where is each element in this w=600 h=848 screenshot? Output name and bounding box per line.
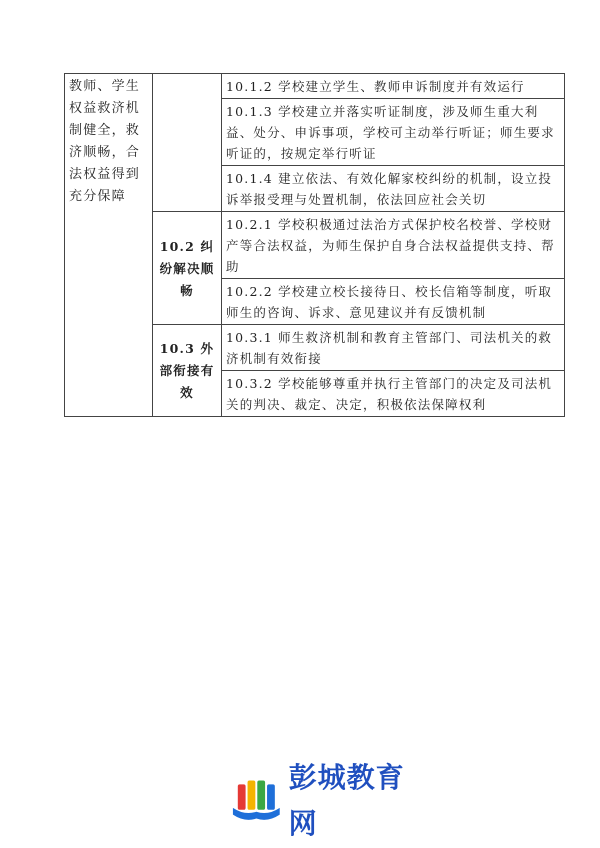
item-cell: 10.3.1 师生救济机制和教育主管部门、司法机关的救济机制有效衔接 xyxy=(222,325,565,371)
site-logo[interactable] xyxy=(230,761,430,840)
group-label-cell: 10.3 外部衔接有效 xyxy=(153,325,222,417)
criteria-table xyxy=(64,73,565,417)
item-cell: 10.1.4 建立依法、有效化解家校纠纷的机制，设立投诉举报受理与处置机制，依法回应社会关切 xyxy=(222,166,565,212)
item-cell: 10.3.2 学校能够尊重并执行主管部门的决定及司法机关的判决、裁定、决定，积极依法保障权利 xyxy=(222,371,565,417)
site-logo-text: 彭城教育网 xyxy=(288,761,405,840)
table-row xyxy=(65,74,565,99)
logo-green-block xyxy=(257,781,265,810)
standard-cell: 教师、学生权益救济机制健全，救济顺畅，合法权益得到充分保障 xyxy=(65,74,153,417)
logo-red-block xyxy=(238,784,246,809)
group-label-cell xyxy=(153,74,222,212)
logo-blue-block xyxy=(267,784,275,809)
logo-yellow-block xyxy=(248,781,256,810)
item-cell: 10.2.1 学校积极通过法治方式保护校名校誉、学校财产等合法权益，为师生保护自身合法权益提供支持、帮助 xyxy=(222,212,565,279)
group-label-cell: 10.2 纠纷解决顺畅 xyxy=(153,212,222,325)
item-cell: 10.2.2 学校建立校长接待日、校长信箱等制度，听取师生的咨询、诉求、意见建议并有反馈机制 xyxy=(222,279,565,325)
open-book-logo-icon xyxy=(230,778,283,824)
item-cell: 10.1.2 学校建立学生、教师申诉制度并有效运行 xyxy=(222,74,565,99)
item-cell: 10.1.3 学校建立并落实听证制度，涉及师生重大利益、处分、申诉事项，学校可主动举行听证；师生要求听证的，按规定举行听证 xyxy=(222,99,565,166)
